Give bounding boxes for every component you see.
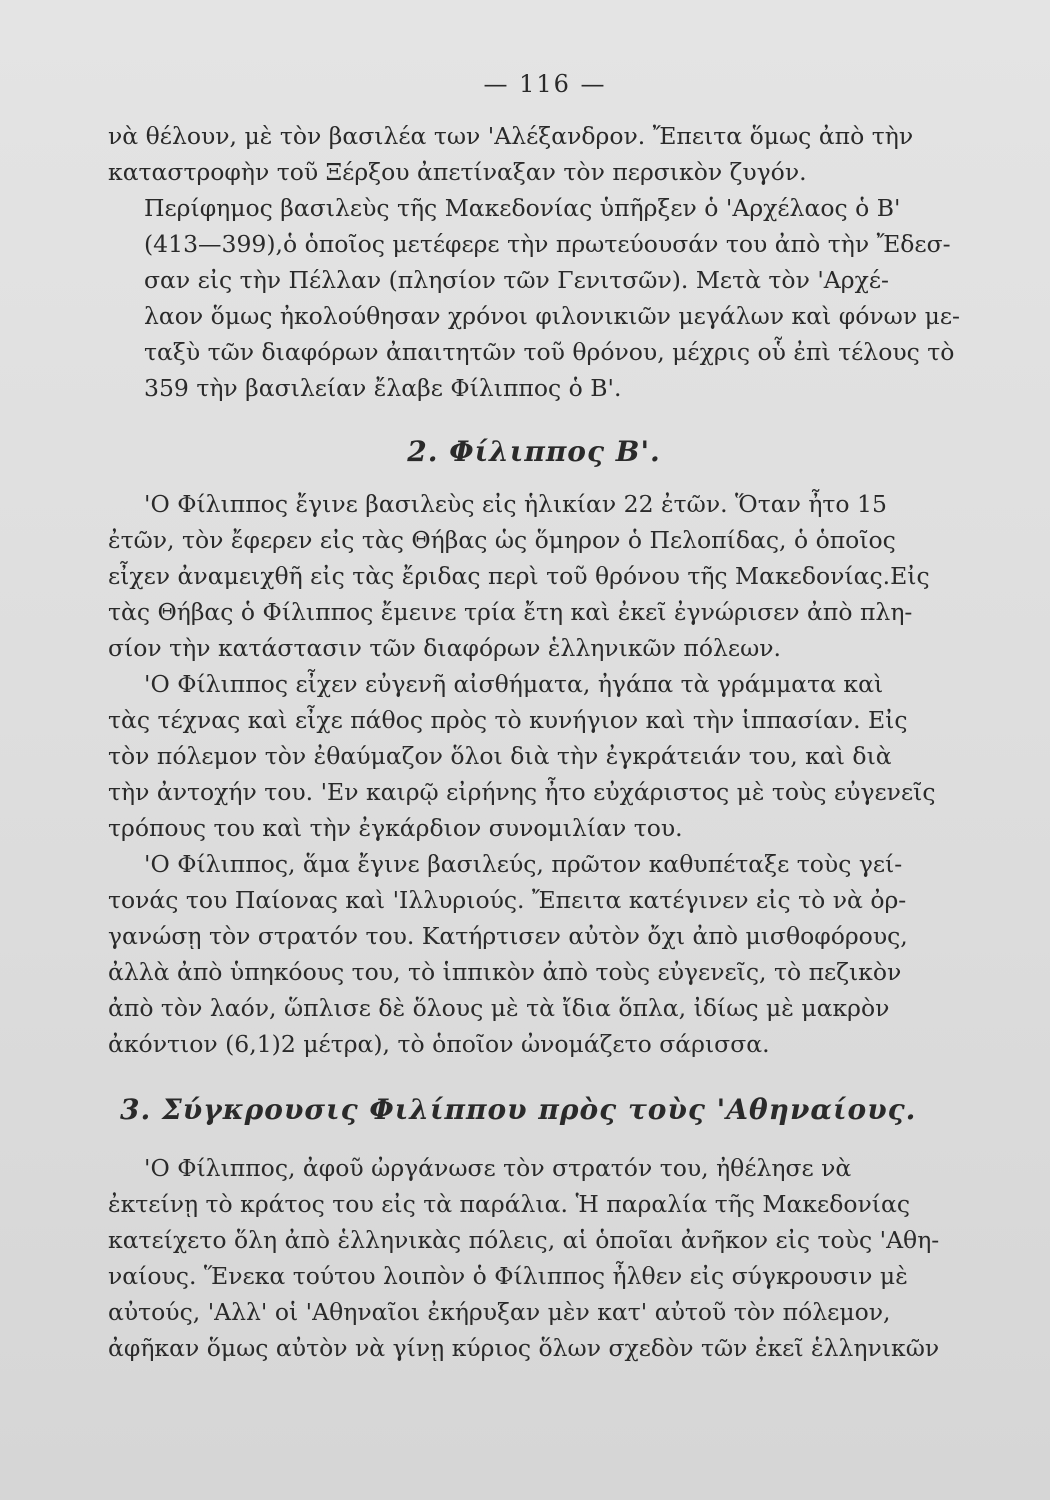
section-heading: 3. Σύγκρουσις Φιλίππου πρὸς τοὺς 'Αθηναίους. <box>120 1093 917 1126</box>
text-line: ἀλλὰ ἀπὸ ὑπηκόους του, τὸ ἱππικὸν ἀπὸ τοὺς εὐγενεῖς, τὸ πεζικὸν <box>108 958 902 986</box>
text-line: ἀκόντιον (6,1)2 μέτρα), τὸ ὁποῖον ὠνομάζετο σάρισσα. <box>108 1030 770 1058</box>
text-line: κατείχετο ὅλη ἀπὸ ἑλληνικὰς πόλεις, αἱ ὁποῖαι ἀνῆκον εἰς τοὺς 'Αθη- <box>108 1226 940 1254</box>
text-line: νὰ θέλουν, μὲ τὸν βασιλέα των 'Αλέξανδρον. Ἔπειτα ὅμως ἀπὸ τὴν <box>108 122 914 150</box>
text-line: τὴν ἀντοχήν του. 'Εν καιρῷ εἰρήνης ἦτο εὐχάριστος μὲ τοὺς εὐγενεῖς <box>108 778 936 806</box>
text-line: γανώσῃ τὸν στρατόν του. Κατήρτισεν αὐτὸν ὄχι ἀπὸ μισθοφόρους, <box>108 922 908 950</box>
text-line: τὸν πόλεμον τὸν ἐθαύμαζον ὅλοι διὰ τὴν ἐγκράτειάν του, καὶ διὰ <box>108 742 892 770</box>
body-text <box>108 118 960 1366</box>
text-line: 'Ο Φίλιππος εἶχεν εὐγενῆ αἰσθήματα, ἠγάπα τὰ γράμματα καὶ <box>144 670 884 698</box>
text-line: ἐτῶν, τὸν ἔφερεν εἰς τὰς Θήβας ὡς ὅμηρον ὁ Πελοπίδας, ὁ ὁποῖος <box>108 526 896 554</box>
text-line: τὰς Θήβας ὁ Φίλιππος ἔμεινε τρία ἔτη καὶ ἐκεῖ ἐγνώρισεν ἀπὸ πλη- <box>108 598 913 626</box>
paragraph <box>108 666 960 846</box>
paragraph <box>108 486 960 666</box>
text-line: σαν εἰς τὴν Πέλλαν (πλησίον τῶν Γενιτσῶν). Μετὰ τὸν 'Αρχέ- <box>144 266 889 294</box>
text-line: σίον τὴν κατάστασιν τῶν διαφόρων ἑλληνικῶν πόλεων. <box>108 634 781 662</box>
section-heading: 2. Φίλιππος Β'. <box>407 435 661 468</box>
text-line: λαον ὅμως ἠκολούθησαν χρόνοι φιλονικιῶν μεγάλων καὶ φόνων με- <box>144 302 960 330</box>
text-line: ἐκτείνῃ τὸ κράτος του εἰς τὰ παράλια. Ἡ παραλία τῆς Μακεδονίας <box>108 1190 911 1218</box>
text-line: (413—399),ὁ ὁποῖος μετέφερε τὴν πρωτεύουσάν του ἀπὸ τὴν Ἔδεσ- <box>144 230 951 258</box>
text-line: τρόπους του καὶ τὴν ἐγκάρδιον συνομιλίαν του. <box>108 814 683 842</box>
text-line: καταστροφὴν τοῦ Ξέρξου ἀπετίναξαν τὸν περσικὸν ζυγόν. <box>108 158 807 186</box>
text-line: 359 τὴν βασιλείαν ἔλαβε Φίλιππος ὁ Β'. <box>144 374 622 402</box>
text-line: Περίφημος βασιλεὺς τῆς Μακεδονίας ὑπῆρξεν ὁ 'Αρχέλαος ὁ Β' <box>144 194 901 222</box>
text-line: αὐτούς, 'Αλλ' οἱ 'Αθηναῖοι ἐκήρυξαν μὲν κατ' αὐτοῦ τὸν πόλεμον, <box>108 1298 891 1326</box>
text-line: ναίους. Ἕνεκα τούτου λοιπὸν ὁ Φίλιππος ἦλθεν εἰς σύγκρουσιν μὲ <box>108 1262 908 1290</box>
text-line: ἀπὸ τὸν λαόν, ὥπλισε δὲ ὅλους μὲ τὰ ἴδια ὅπλα, ἰδίως μὲ μακρὸν <box>108 994 890 1022</box>
text-line: ταξὺ τῶν διαφόρων ἀπαιτητῶν τοῦ θρόνου, μέχρις οὗ ἐπὶ τέλους τὸ <box>144 338 955 366</box>
page-number: — 116 — <box>483 70 607 98</box>
paragraph <box>108 1150 960 1366</box>
text-line: τονάς του Παίονας καὶ 'Ιλλυριούς. Ἔπειτα κατέγινεν εἰς τὸ νὰ ὀρ- <box>108 886 907 914</box>
paragraph <box>108 190 960 406</box>
text-line: 'Ο Φίλιππος, ἅμα ἔγινε βασιλεύς, πρῶτον καθυπέταξε τοὺς γεί- <box>144 850 903 878</box>
text-line: ἀφῆκαν ὅμως αὐτὸν νὰ γίνῃ κύριος ὅλων σχεδὸν τῶν ἐκεῖ ἑλληνικῶν <box>108 1334 940 1362</box>
paragraph <box>108 846 960 1062</box>
text-line: 'Ο Φίλιππος ἔγινε βασιλεὺς εἰς ἡλικίαν 22 ἐτῶν. Ὅταν ἦτο 15 <box>144 490 887 518</box>
text-line: εἶχεν ἀναμειχθῆ εἰς τὰς ἔριδας περὶ τοῦ θρόνου τῆς Μακεδονίας.Εἰς <box>108 562 930 590</box>
text-line: τὰς τέχνας καὶ εἶχε πάθος πρὸς τὸ κυνήγιον καὶ τὴν ἱππασίαν. Εἰς <box>108 706 908 734</box>
text-line: 'Ο Φίλιππος, ἀφοῦ ὠργάνωσε τὸν στρατόν του, ἠθέλησε νὰ <box>144 1154 852 1182</box>
paragraph <box>108 118 960 190</box>
